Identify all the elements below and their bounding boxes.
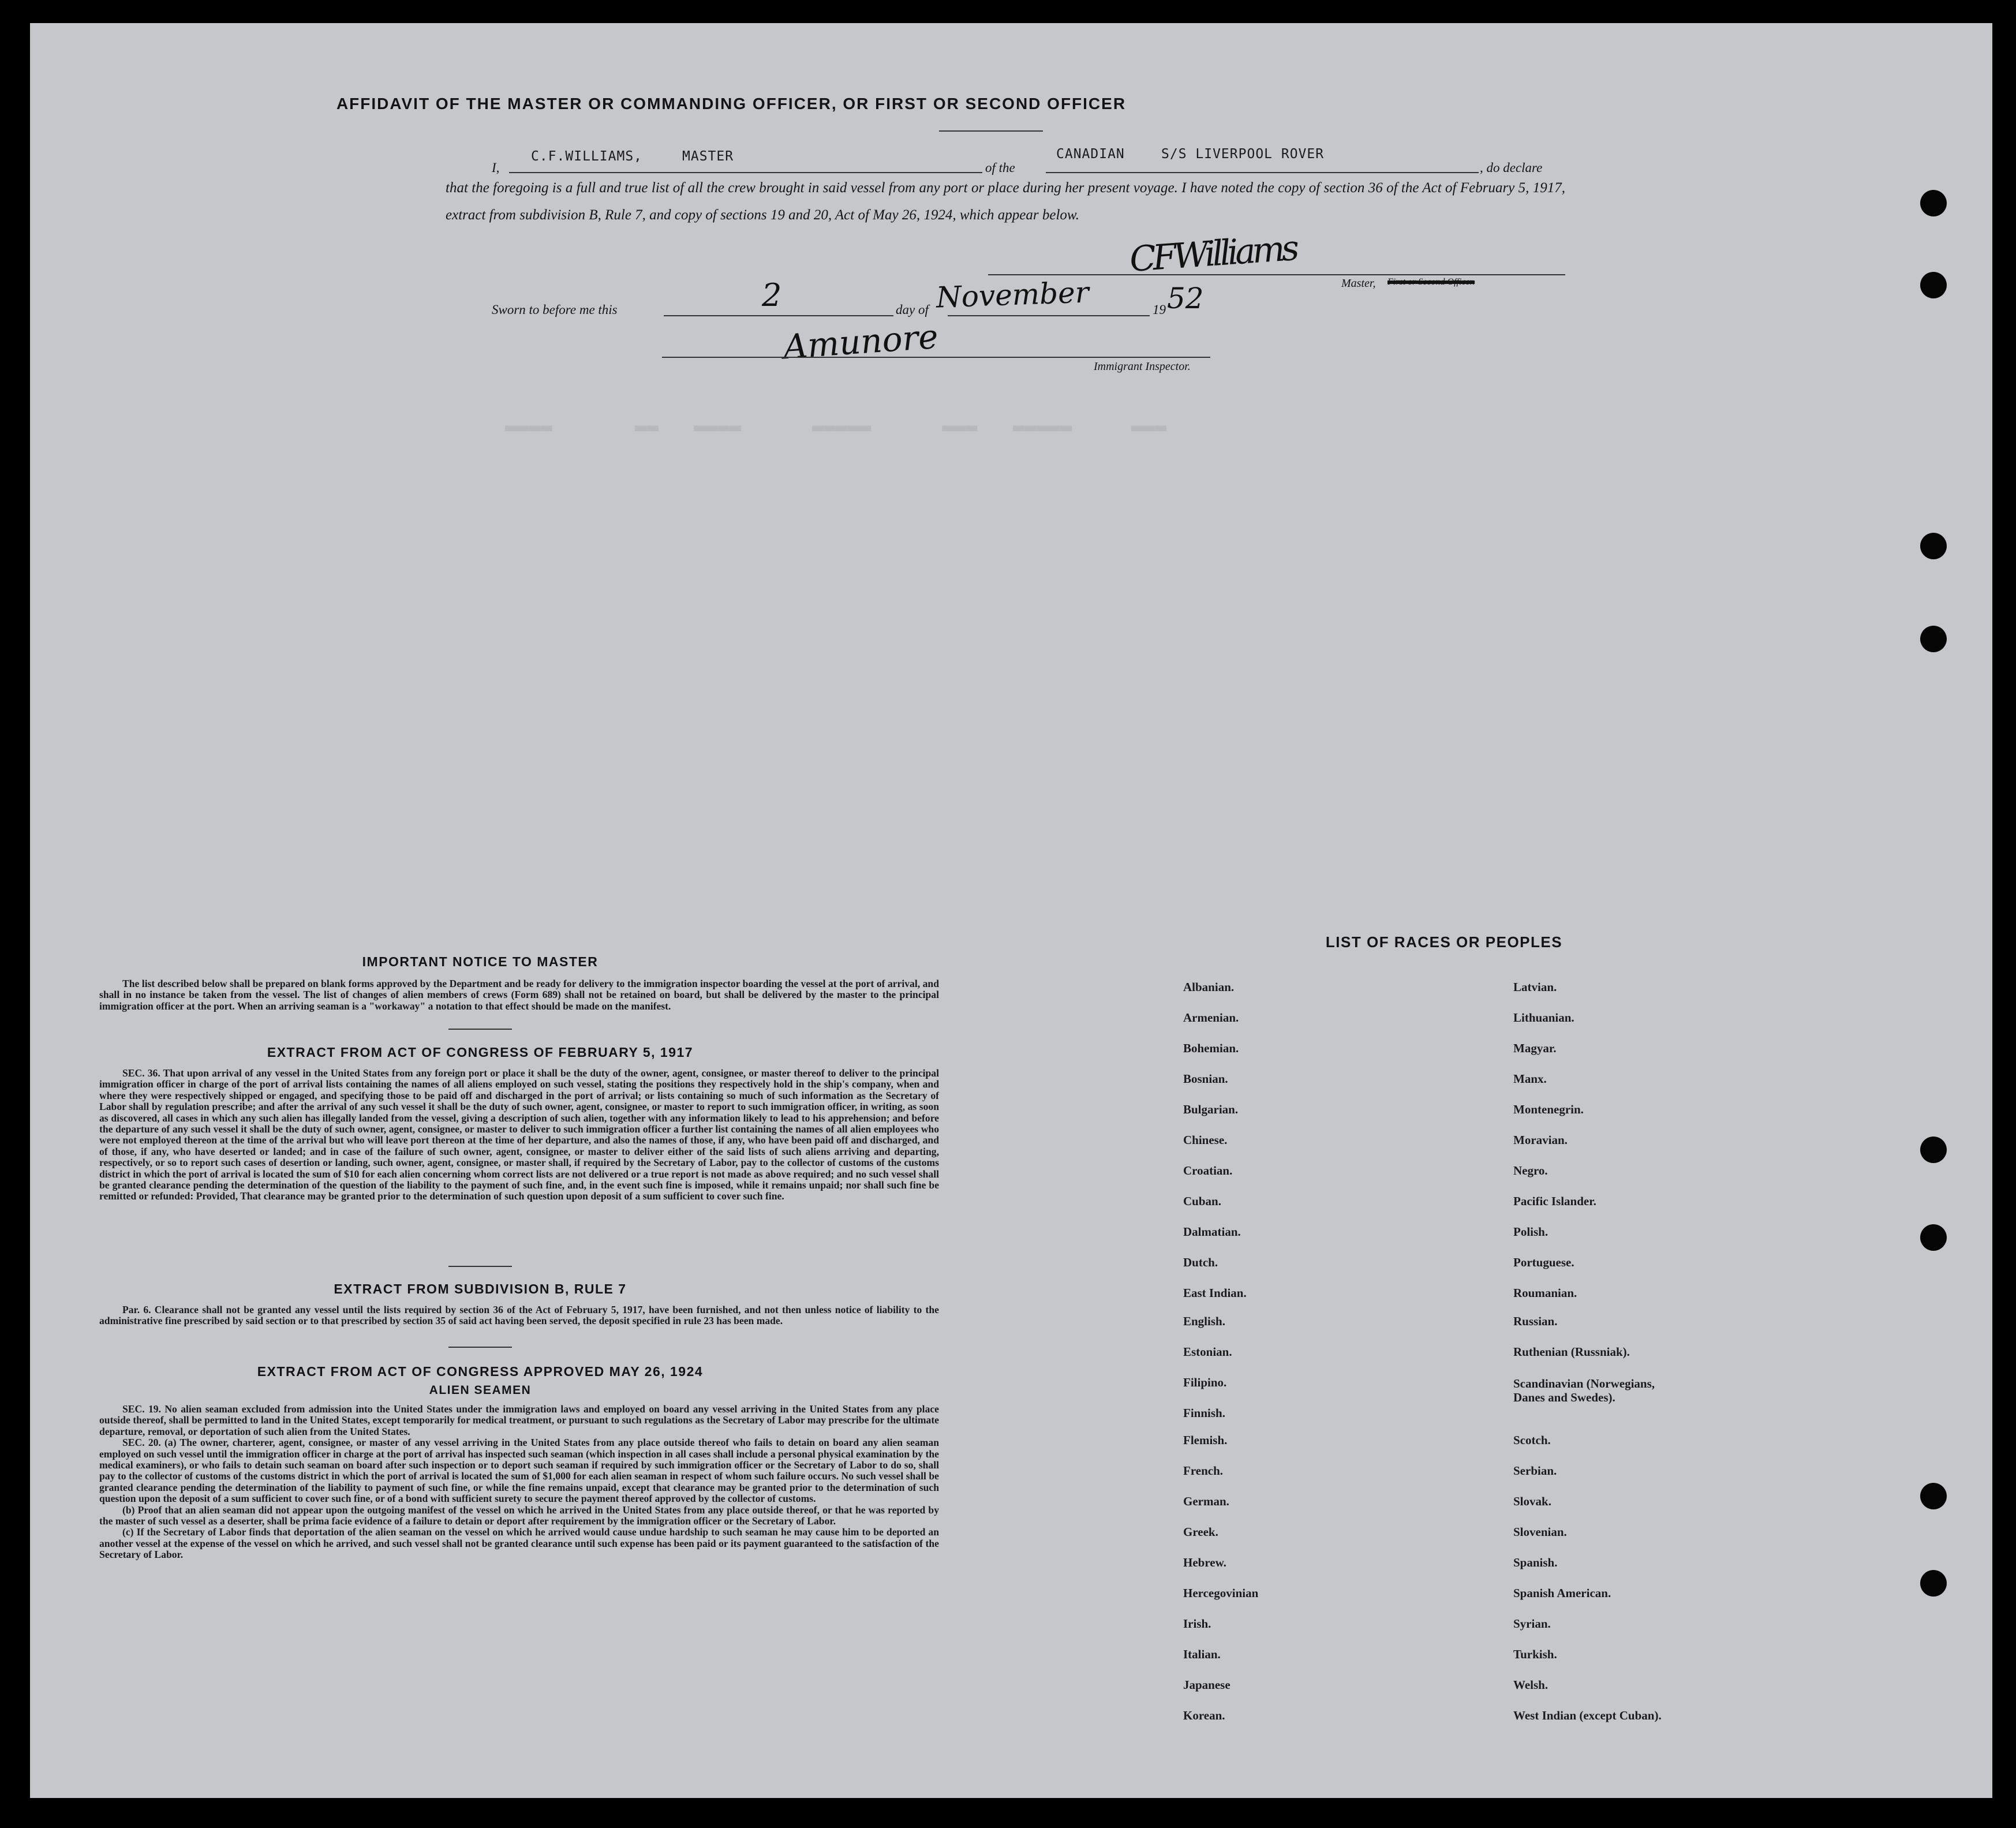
- race-col2-item: Slovenian.: [1513, 1525, 1567, 1539]
- vessel-name: S/S LIVERPOOL ROVER: [1161, 147, 1325, 162]
- extract-1917-title: EXTRACT FROM ACT OF CONGRESS OF FEBRUARY 5, 1917: [267, 1045, 694, 1060]
- section-divider: [448, 1266, 512, 1267]
- race-col2-item: Polish.: [1513, 1225, 1549, 1239]
- name-blank-line: [509, 172, 982, 173]
- inspector-label: Immigrant Inspector.: [1094, 360, 1191, 373]
- race-col1-item: German.: [1183, 1494, 1229, 1508]
- race-col2-item: Roumanian.: [1513, 1286, 1577, 1300]
- extract-1917-text: [99, 1068, 939, 1202]
- race-col2-item: Serbian.: [1513, 1464, 1557, 1478]
- race-col2-item: Pacific Islander.: [1513, 1194, 1596, 1208]
- race-col1-item: Flemish.: [1183, 1433, 1228, 1447]
- rule7-paragraph: Par. 6. Clearance shall not be granted any vessel until the lists required by section 36 of the Act of February 5, 1917, have been furnished, and not then unless notice of liability to the administrative fine prescribed by said section or to that prescribed by section 35 of said act having been served, the deposit specified in rule 23 has been made.: [99, 1304, 939, 1327]
- race-col2-item: Russian.: [1513, 1314, 1558, 1328]
- race-col2-item: Manx.: [1513, 1072, 1547, 1086]
- sworn-day: 2: [762, 277, 782, 313]
- notice-paragraph: The list described below shall be prepared on blank forms approved by the Department and be ready for delivery to the immigration inspector boarding the vessel at the port of arrival, and shall in no instance be taken from the vessel. The list of changes of alien members of crews (Form 689) shall not be retained on board, but shall be delivered by the master to the principal immigration officer at the port. When an arriving seaman is a "workaway" a notation to that effect should be made on the manifest.: [99, 978, 939, 1012]
- race-col1-item: Dalmatian.: [1183, 1225, 1241, 1239]
- notice-title: IMPORTANT NOTICE TO MASTER: [362, 954, 599, 969]
- race-col1-item: Armenian.: [1183, 1011, 1239, 1025]
- master-label: Master,: [1341, 277, 1376, 290]
- punch-hole: [1920, 190, 1947, 216]
- extract-1924-text: [99, 1404, 939, 1561]
- race-col2-item: West Indian (except Cuban).: [1513, 1709, 1662, 1722]
- race-col1-item: Greek.: [1183, 1525, 1218, 1539]
- vessel-nationality: CANADIAN: [1056, 147, 1125, 162]
- race-col1-item: Dutch.: [1183, 1255, 1218, 1269]
- race-col1-item: Estonian.: [1183, 1345, 1232, 1359]
- race-col2-item: Lithuanian.: [1513, 1011, 1574, 1025]
- extract-1924-subtitle: ALIEN SEAMEN: [429, 1384, 532, 1397]
- race-col1-item: Hebrew.: [1183, 1556, 1226, 1569]
- race-col1-item: Chinese.: [1183, 1133, 1228, 1147]
- race-col2-item: Negro.: [1513, 1164, 1548, 1177]
- punch-hole: [1920, 272, 1947, 298]
- race-col1-item: Italian.: [1183, 1647, 1221, 1661]
- vessel-blank-line: [1046, 172, 1479, 173]
- sworn-day-line: [664, 315, 893, 316]
- section-divider: [448, 1347, 512, 1348]
- race-col2-item: Scotch.: [1513, 1433, 1551, 1447]
- affidavit-title: AFFIDAVIT OF THE MASTER OR COMMANDING OFFICER, OR FIRST OR SECOND OFFICER: [336, 95, 1127, 113]
- rule7-text: [99, 1304, 939, 1327]
- race-col1-item: Filipino.: [1183, 1375, 1227, 1389]
- rule7-title: EXTRACT FROM SUBDIVISION B, RULE 7: [334, 1281, 627, 1296]
- race-col2-item: Portuguese.: [1513, 1255, 1574, 1269]
- race-col2-item: Moravian.: [1513, 1133, 1568, 1147]
- sec20a-paragraph: SEC. 20. (a) The owner, charterer, agent, consignee, or master of any vessel arriving in the United States from any place outside thereof who fails to detain on board any alien seaman employed on such vessel until the immigration officer in charge at the port of arrival has inspected such seaman (which inspection in all cases shall include a personal physical examination by the medical examiners), or who fails to detain such seaman on board after such inspection or to deport such seaman if required by such immigration officer or the Secretary of Labor to do so, shall pay to the collector of customs of the customs district in which the port of arrival is located the sum of $1,000 for each alien seaman in respect of whom such failure occurs. No such vessel shall be granted clearance pending the determination of the liability to payment of such fine, or while the fine remains unpaid, except that clearance may be granted prior to the determination of such question upon the deposit of a sum sufficient to cover such fine, or of a bond with sufficient surety to secure the payment thereof approved by the collector of customs.: [99, 1437, 939, 1505]
- race-col1-item: East Indian.: [1183, 1286, 1247, 1300]
- race-col2-item: Magyar.: [1513, 1041, 1557, 1055]
- punch-hole: [1920, 1483, 1947, 1509]
- race-col2-item: Latvian.: [1513, 980, 1557, 994]
- notice-text: [99, 978, 939, 1012]
- race-col1-item: English.: [1183, 1314, 1225, 1328]
- sec36-paragraph: SEC. 36. That upon arrival of any vessel in the United States from any foreign port or place it shall be the duty of the owner, agent, consignee, or master thereof to deliver to the principal immigration officer in charge of the port of arrival lists containing the names of all aliens employed on such vessel, stating the positions they respectively hold in the ship's company, when and where they were respectively shipped or engaged, and specifying those to be paid off and discharged in the port of arrival; or lists containing so much of such information as the Secretary of Labor shall by regulation prescribe; and after the arrival of any such vessel it shall be the duty of such owner, agent, consignee, or master to report to such immigration officer, in writing, as soon as discovered, all cases in which any such alien has illegally landed from the vessel, giving a description of such alien, together with any information likely to lead to his apprehension; and before the departure of any such vessel it shall be the duty of such owner, agent, consignee, or master to deliver to such immigration officer a further list containing the names of all alien employees who were not employed thereon at the time of the arrival but who will leave port thereon at the time of her departure, and also the names of those, if any, who have been paid off and discharged, and of those, if any, who have deserted or landed; and in case of the failure of such owner, agent, consignee, or master to deliver either of the said lists of such aliens arriving and departing, respectively, or so to report such cases of desertion or landing, such owner, agent, consignee, or master shall, if required by the Secretary of Labor, pay to the collector of customs of the customs district in which the port of arrival is located the sum of $10 for each alien concerning whom correct lists are not delivered or a true report is not made as above required; and no such vessel shall be granted clearance pending the determination of the question of the liability to the payment of such fine, and, in the event such fine is imposed, while it remains unpaid; nor shall such fine be remitted or refunded: Provided, That clearance may be granted prior to the determination of such question upon deposit of a sum sufficient to cover such fine.: [99, 1067, 939, 1202]
- race-col1-item: Albanian.: [1183, 980, 1235, 994]
- race-col2-item: Spanish.: [1513, 1556, 1558, 1569]
- master-rank: MASTER: [682, 149, 734, 164]
- race-col1-item: Irish.: [1183, 1617, 1211, 1631]
- races-title: LIST OF RACES OR PEOPLES: [1325, 933, 1563, 951]
- master-signature: CFWilliams: [1128, 228, 1297, 280]
- sec20c-paragraph: (c) If the Secretary of Labor finds that deportation of the alien seaman on the vessel on which he arrived would cause undue hardship to such seaman he may cause him to be deported an another vessel at the expense of the vessel on which he arrived, and such vessel shall not be granted clearance until such expense has been paid or its payment guaranteed to the satisfaction of the Secretary of Labor.: [99, 1526, 939, 1561]
- race-col1-item: French.: [1183, 1464, 1224, 1478]
- sworn-month: November: [936, 275, 1090, 315]
- race-col1-item: Croatian.: [1183, 1164, 1233, 1177]
- punch-hole: [1920, 1224, 1947, 1251]
- race-col2-item: Turkish.: [1513, 1647, 1557, 1661]
- race-col2-item: Welsh.: [1513, 1678, 1549, 1692]
- sworn-month-line: [948, 315, 1150, 316]
- race-col1-item: Japanese: [1183, 1678, 1230, 1692]
- race-col2-item: Spanish American.: [1513, 1586, 1611, 1600]
- race-col1-item: Korean.: [1183, 1709, 1225, 1722]
- race-col1-item: Finnish.: [1183, 1406, 1225, 1420]
- do-declare-label: , do declare: [1480, 160, 1543, 175]
- master-signature-line: [988, 274, 1565, 275]
- year-suffix: 52: [1167, 282, 1204, 315]
- race-col1-item: Hercegovinian: [1183, 1586, 1259, 1600]
- declaration-text: that the foregoing is a full and true list of all the crew brought in said vessel from any port or place during her present voyage. I have noted the copy of section 36 of the Act of February 5, 1917, extract from subdivision B, Rule 7, and copy of sections 19 and 20, Act of May 26, 1924, which appear below.: [446, 180, 1565, 223]
- bleed-through-texture: ▬▬▬▬ ▬▬ ▬▬▬▬ ▬▬▬▬▬ ▬▬▬ ▬▬▬▬▬ ▬▬▬: [504, 416, 1167, 439]
- sworn-label: Sworn to before me this: [492, 302, 618, 317]
- race-col1-item: Cuban.: [1183, 1194, 1221, 1208]
- sec20b-paragraph: (b) Proof that an alien seaman did not appear upon the outgoing manifest of the vessel on which he arrived in the United States from any place outside thereof, or that he was reported by the master of such vessel as a deserter, shall be prima facie evidence of a failure to detain or deport after requirement by the immigration officer or the Secretary of Labor.: [99, 1504, 939, 1527]
- race-col2-item: Montenegrin.: [1513, 1102, 1584, 1116]
- inspector-signature-line: [662, 357, 1210, 358]
- of-the-label: of the: [985, 160, 1015, 175]
- extract-1924-title: EXTRACT FROM ACT OF CONGRESS APPROVED MAY 26, 1924: [257, 1364, 704, 1379]
- master-name: C.F.WILLIAMS,: [531, 149, 643, 164]
- manifest-sheet: [30, 23, 1992, 1798]
- punch-hole: [1920, 533, 1947, 559]
- year-prefix: 19: [1153, 302, 1166, 317]
- i-label: I,: [492, 160, 500, 175]
- punch-hole: [1920, 1137, 1947, 1163]
- punch-hole: [1920, 626, 1947, 652]
- race-col2-item: Slovak.: [1513, 1494, 1551, 1508]
- punch-hole: [1920, 1570, 1947, 1597]
- race-col1-item: Bosnian.: [1183, 1072, 1228, 1086]
- section-divider: [448, 1029, 512, 1030]
- race-col2-item: Ruthenian (Russniak).: [1513, 1345, 1630, 1359]
- inspector-signature: Amunore: [781, 316, 940, 367]
- title-underline: [939, 130, 1043, 132]
- struck-officer-label: First or Second Officer.: [1387, 277, 1475, 287]
- race-col2-item: Scandinavian (Norwegians, Danes and Swedes).: [1513, 1377, 1655, 1404]
- race-col1-item: Bohemian.: [1183, 1041, 1239, 1055]
- race-col2-item: Syrian.: [1513, 1617, 1551, 1631]
- day-of-label: day of: [896, 302, 929, 317]
- sec19-paragraph: SEC. 19. No alien seaman excluded from admission into the United States under the immigration laws and employed on board any vessel arriving in the United States from any place outside thereof, shall be permitted to land in the United States, except temporarily for medical treatment, or pursuant to such regulations as the Secretary of Labor may prescribe for the ultimate departure, removal, or deportation of such alien from the United States.: [99, 1403, 939, 1437]
- race-col1-item: Bulgarian.: [1183, 1102, 1239, 1116]
